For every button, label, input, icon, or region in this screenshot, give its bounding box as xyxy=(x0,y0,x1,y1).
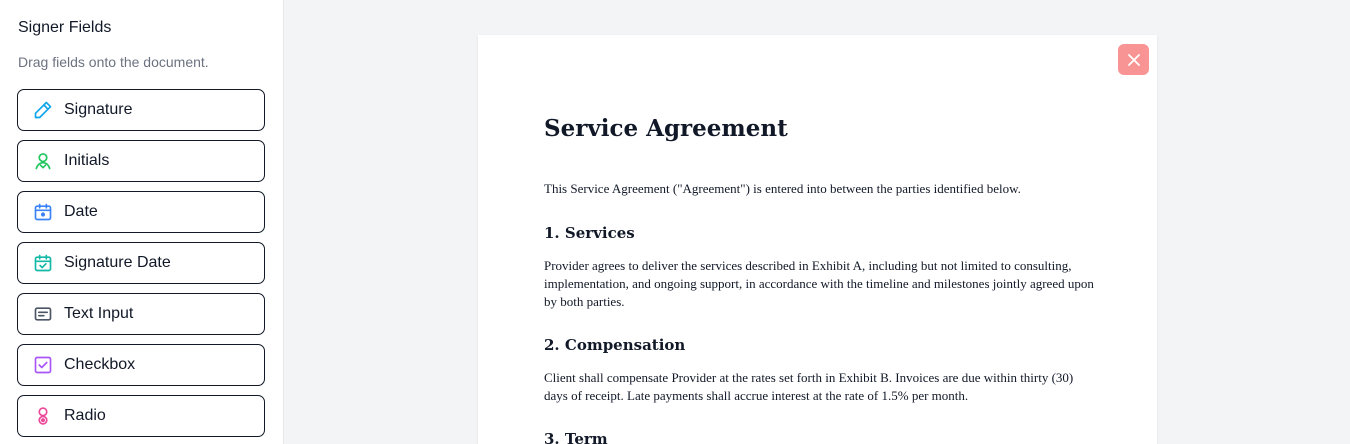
checkbox-icon xyxy=(33,355,53,375)
field-signature-date-button[interactable] xyxy=(17,242,265,284)
field-radio-button[interactable] xyxy=(17,395,265,437)
field-label: Signature xyxy=(64,101,133,118)
field-initials-button[interactable] xyxy=(17,140,265,182)
field-label: Signature Date xyxy=(64,254,171,271)
document-page[interactable] xyxy=(478,35,1157,444)
radio-icon xyxy=(33,406,53,426)
section-body: Provider agrees to deliver the services described in Exhibit A, including but not limited to consulting, implementation, and ongoing support, in accordance with the timeline and milestones jointly agreed upon by both parties. xyxy=(544,258,1094,309)
sidebar-subtitle: Drag fields onto the document. xyxy=(18,54,209,70)
field-signature-button[interactable] xyxy=(17,89,265,131)
close-icon xyxy=(1127,53,1141,67)
section-body: Client shall compensate Provider at the rates set forth in Exhibit B. Invoices are due within thirty (30) days of receipt. Late payments shall accrue interest at the rate of 1.5% per month. xyxy=(544,370,1074,403)
document-intro: This Service Agreement ("Agreement") is entered into between the parties identified below. xyxy=(544,181,1021,196)
field-date-button[interactable] xyxy=(17,191,265,233)
section-heading: 1. Services xyxy=(544,224,635,242)
text-field-icon xyxy=(33,304,53,324)
field-text-input-button[interactable] xyxy=(17,293,265,335)
document-canvas xyxy=(285,0,1350,444)
section-heading: 2. Compensation xyxy=(544,336,686,354)
signer-fields-sidebar xyxy=(0,0,284,444)
document-title: Service Agreement xyxy=(544,115,788,142)
field-label: Date xyxy=(64,203,98,220)
field-label: Checkbox xyxy=(64,356,136,373)
field-label: Text Input xyxy=(64,305,134,322)
calendar-check-icon xyxy=(33,253,53,273)
section-heading: 3. Term xyxy=(544,430,608,444)
pen-icon xyxy=(33,100,53,120)
sidebar-title: Signer Fields xyxy=(18,19,112,36)
field-checkbox-button[interactable] xyxy=(17,344,265,386)
field-label: Initials xyxy=(64,152,110,169)
user-icon xyxy=(33,151,53,171)
field-label: Radio xyxy=(64,407,106,424)
calendar-icon xyxy=(33,202,53,222)
close-button[interactable] xyxy=(1118,44,1149,75)
